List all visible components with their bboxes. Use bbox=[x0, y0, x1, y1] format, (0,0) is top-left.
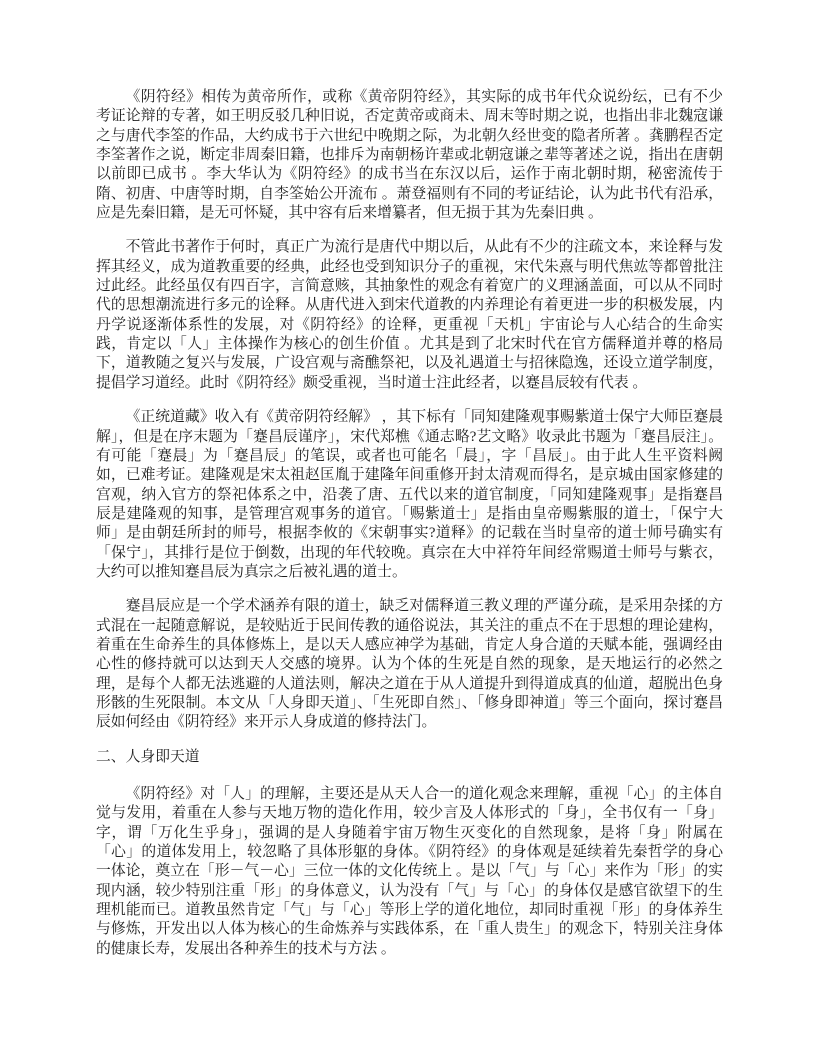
paragraph-jian-changchen-overview: 蹇昌辰应是一个学术涵养有限的道士，缺乏对儒释道三教义理的严谨分疏，是采用杂揉的方式混在一起随意解说，是较贴近于民间传教的通俗说法，其关注的重点不在于思想的理论建构，着重在生命养生的具体修炼上，是以天人感应神学为基础，肯定人身合道的天赋本能，强调经由心性的修持就可以达到天人交感的境界。认为个体的生死是自然的现象，是天地运行的必然之理，是每个人都无法逃避的人道法则，解决之道在于从人道提升到得道成真的仙道，超脱出色身形骸的生死限制。本文从「人身即天道」、「生死即自然」、「修身即神道」等三个面向，探讨蹇昌辰如何经由《阴符经》来开示人身成道的修持法门。 bbox=[96, 598, 723, 731]
section-heading: 二、人身即天道 bbox=[96, 748, 200, 765]
paragraph-circulation-history: 不管此书著作于何时，真正广为流行是唐代中期以后，从此有不少的注疏文本，来诠释与发挥其经义，成为道教重要的经典，此经也受到知识分子的重视，宋代朱熹与明代焦竑等都曾批注过此经。此经虽仅有四百字，言简意赅，其抽象性的观念有着宽广的义理涵盖面，可以从不同时代的思想潮流进行多元的诠释。从唐代进入到宋代道教的内养理论有着更进一步的积极发展，内丹学说逐渐体系性的发展，对《阴符经》的诠释，更重视「天机」宇宙论与人心结合的生命实践，肯定以「人」主体操作为核心的创生价值 。尤其是到了北宋时代在官方儒释道并尊的格局下，道教随之复兴与发展，广设宫观与斋醮祭祀，以及礼遇道士与招徕隐逸，还设立道学制度，提倡学习道经。此时《阴符经》颇受重视，当时道士注此经者，以蹇昌辰较有代表 。 bbox=[96, 239, 723, 391]
paragraph-body-view: 《阴符经》对「人」的理解，主要还是从天人合一的道化观念来理解，重视「心」的主体自觉与发用，着重在人参与天地万物的造化作用，较少言及人体形式的「身」，全书仅有一「身」字，谓「万化生乎身」，强调的是人身随着宇宙万物生灭变化的自然现象，是将「身」附属在「心」的道体发用上，较忽略了具体形躯的身体。《阴符经》的身体观是延续着先秦哲学的身心一体论，奠立在「形－气－心」三位一体的文化传统上 。是以「气」与「心」来作为「形」的实现内涵，较少特别注重「形」的身体意义，认为没有「气」与「心」的身体仅是感官欲望下的生理机能而已。道教虽然肯定「气」与「心」等形上学的道化地位，却同时重视「形」的身体养生与修炼，开发出以人体为核心的生命炼养与实践体系，在「重人贵生」的观念下，特别关注身体的健康长寿，发展出各种养生的技术与方法 。 bbox=[96, 786, 723, 957]
text-block bbox=[96, 88, 723, 974]
paragraph-daozang-record: 《正统道藏》收入有《黄帝阴符经解》 ，其下标有「同知建隆观事赐紫道士保宁大师臣蹇晨解」，但是在序末题为「蹇昌辰谨序」，宋代郑樵《通志略?艺文略》收录此书题为「蹇昌辰注」。有可能「蹇晨」为「蹇昌辰」的笔误，或者也可能名「晨」，字「昌辰」。由于此人生平资料阙如，已难考证。建隆观是宋太祖赵匡胤于建隆年间重修开封太清观而得名，是京城由国家修建的宫观，纳入官方的祭祀体系之中，沿袭了唐、五代以来的道官制度，「同知建隆观事」是指蹇昌辰是建隆观的知事，是管理宫观事务的道官。「赐紫道士」是指由皇帝赐紫服的道士，「保宁大师」是由朝廷所封的师号，根据李攸的《宋朝事实?道释》的记载在当时皇帝的道士师号确实有「保宁」，其排行是位于倒数，出现的年代较晚。真宗在大中祥符年间经常赐道士师号与紫衣，大约可以推知蹇昌辰为真宗之后被礼遇的道士。 bbox=[96, 409, 723, 580]
paragraph-intro-authorship: 《阴符经》相传为黄帝所作，或称《黄帝阴符经》，其实际的成书年代众说纷纭，已有不少考证论辩的专著，如王明反驳几种旧说，否定黄帝或商未、周末等时期之说，也指出非北魏寇谦之与唐代李筌的作品，大约成书于六世纪中晚期之际，为北朝久经世变的隐者所著 。龚鹏程否定李筌著作之说，断定非周秦旧籍，也排斥为南朝杨许辈或北朝寇谦之辈等著述之说，指出在唐朝以前即已成书 。李大华认为《阴符经》的成书当在东汉以后，运作于南北朝时期，秘密流传于隋、初唐、中唐等时期，自李筌始公开流布 。萧登福则有不同的考证结论，认为此书代有沿承，应是先秦旧籍，是无可怀疑，其中容有后来增纂者，但无损于其为先秦旧典 。 bbox=[96, 89, 723, 222]
